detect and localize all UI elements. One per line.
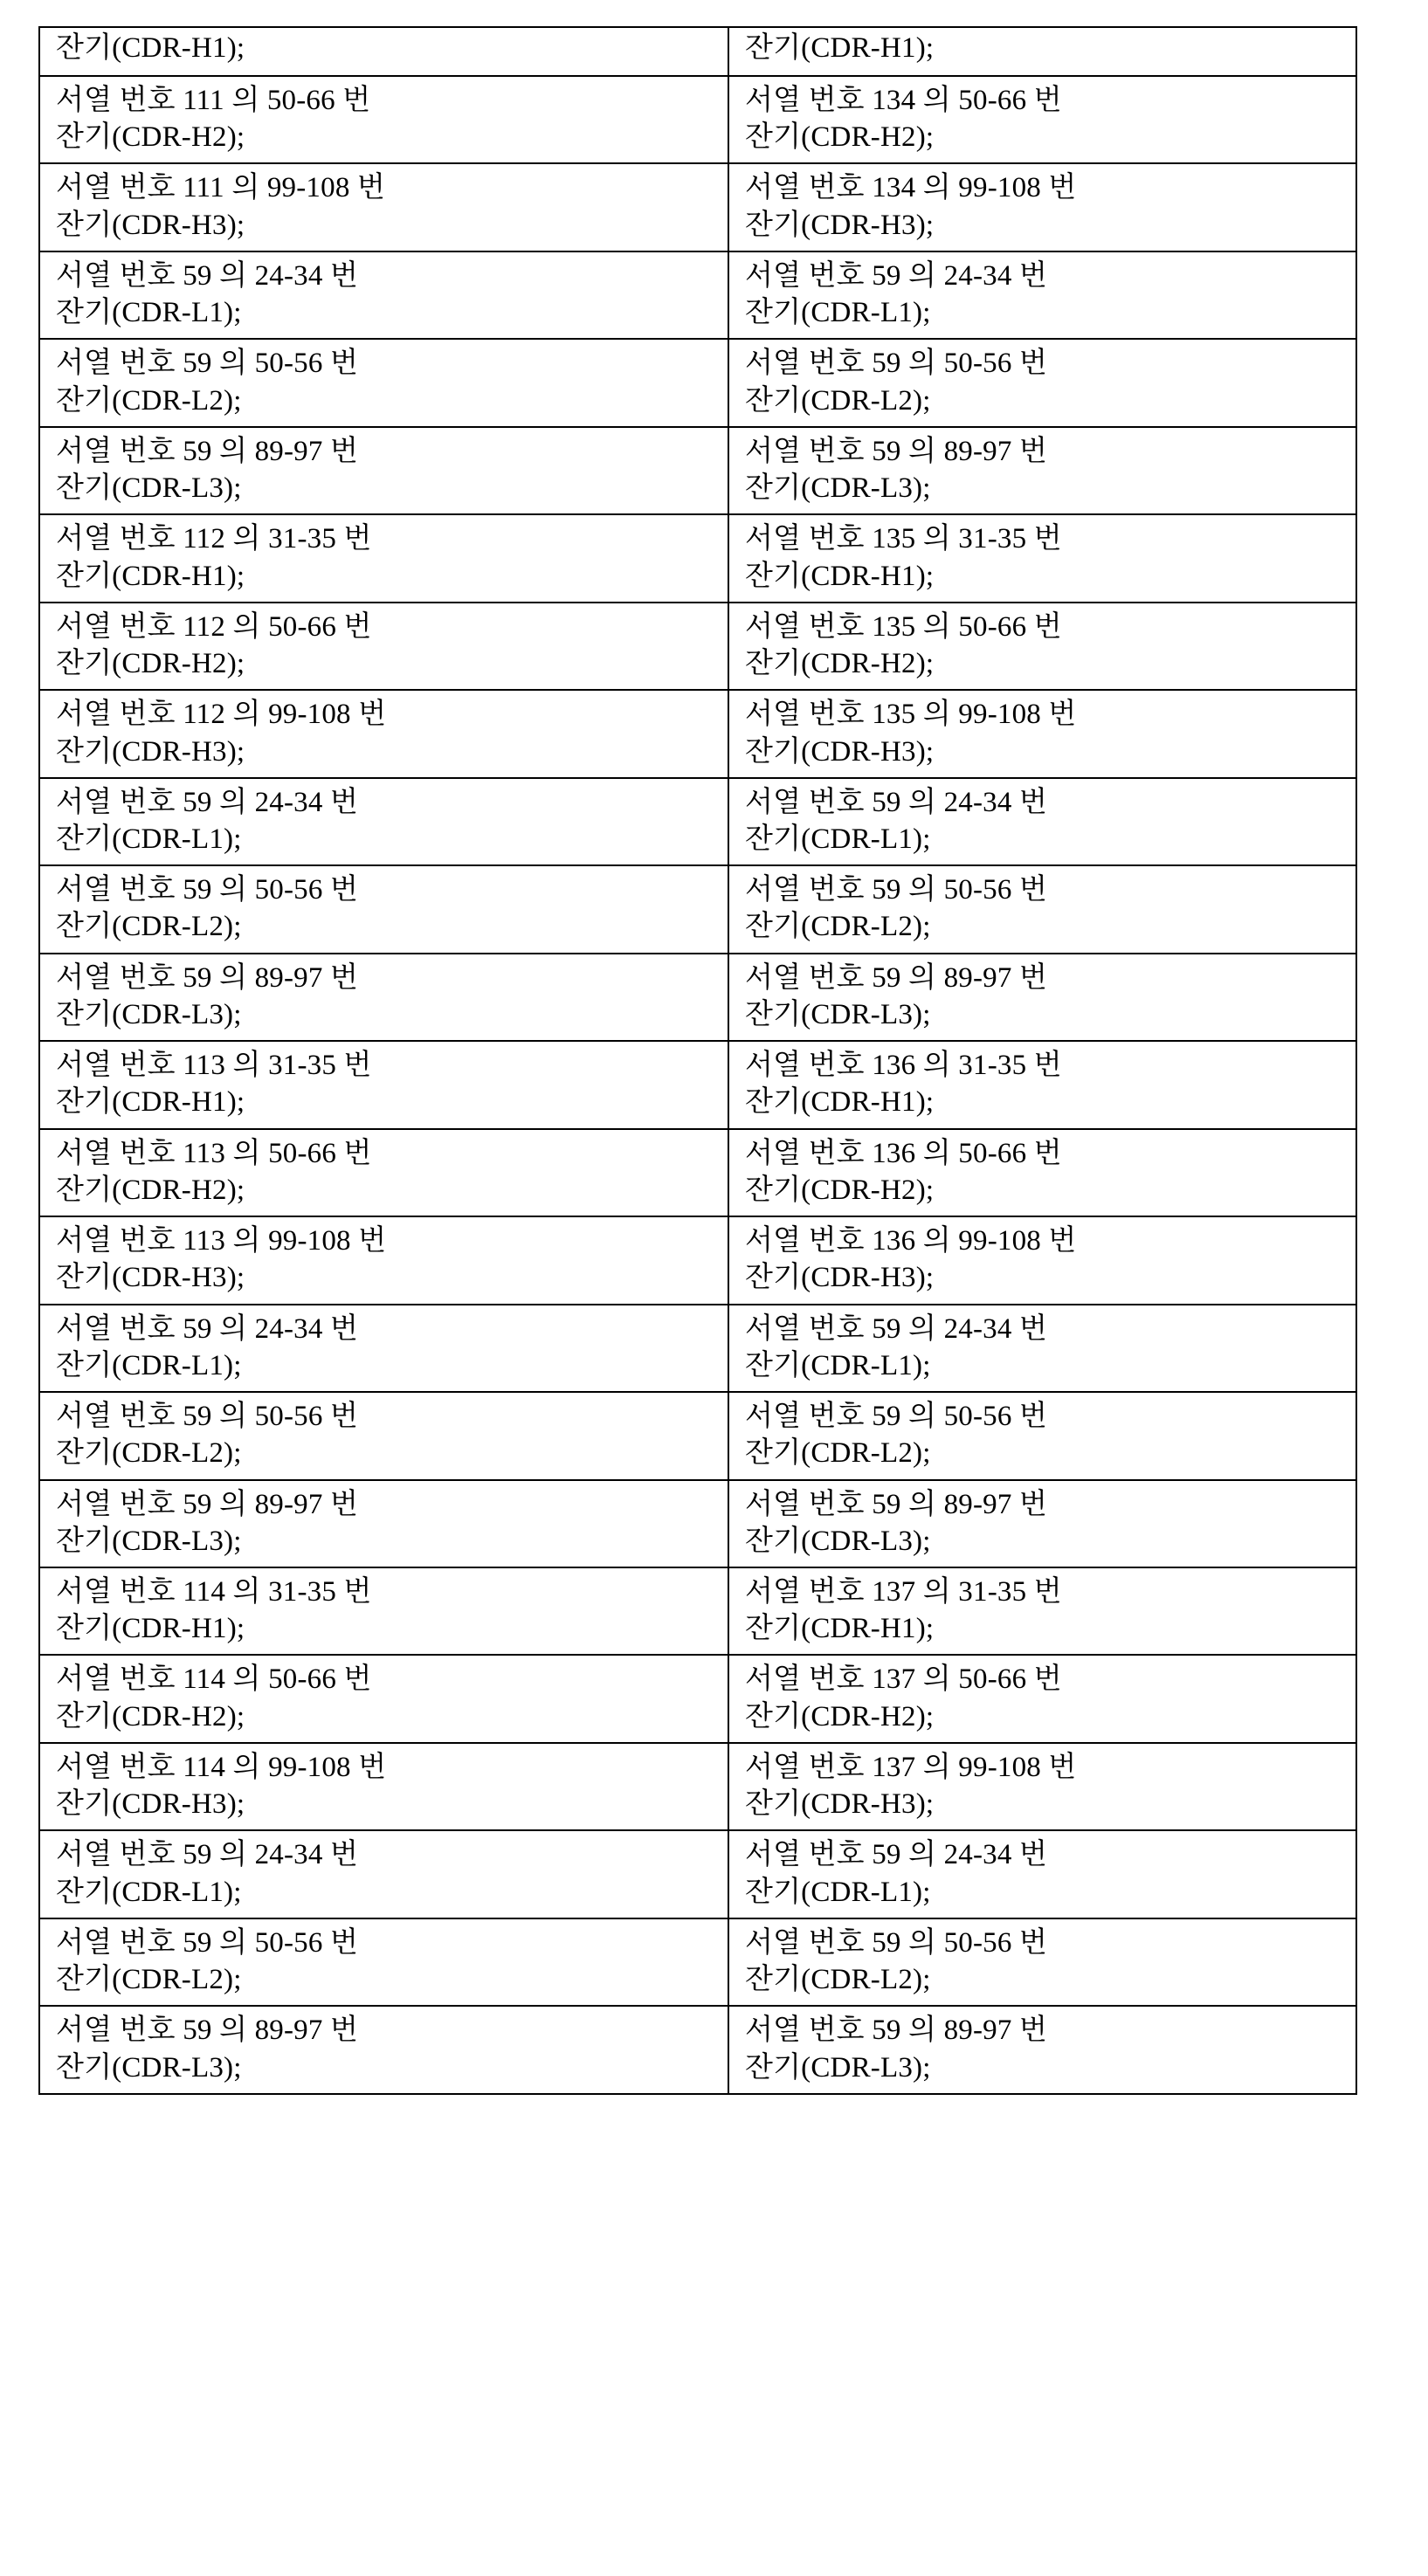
table-row: [39, 163, 1356, 251]
cell-text: 서열 번호 111 의 50-66 번 잔기(CDR-H2);: [56, 85, 371, 154]
cell-text: 서열 번호 111 의 99-108 번 잔기(CDR-H3);: [56, 172, 386, 241]
table-cell-right: [728, 251, 1356, 339]
cell-text: 서열 번호 59 의 89-97 번 잔기(CDR-L3);: [745, 961, 1048, 1030]
table-cell-left: [39, 1216, 728, 1304]
table-cell-right: [728, 339, 1356, 426]
table-cell-left: [39, 251, 728, 339]
cell-text: 서열 번호 59 의 89-97 번 잔기(CDR-L3);: [56, 2015, 359, 2084]
table-cell-right: [728, 778, 1356, 865]
table-row: [39, 1567, 1356, 1655]
cell-text: 서열 번호 114 의 99-108 번 잔기(CDR-H3);: [56, 1751, 387, 1821]
table-cell-right: [728, 1567, 1356, 1655]
cell-text: 서열 번호 59 의 89-97 번 잔기(CDR-L3);: [56, 1488, 359, 1557]
cell-text: 서열 번호 134 의 99-108 번 잔기(CDR-H3);: [745, 172, 1077, 241]
cell-text: 서열 번호 59 의 24-34 번 잔기(CDR-L1);: [745, 1839, 1048, 1908]
table-row: [39, 251, 1356, 339]
cell-text: 서열 번호 59 의 50-56 번 잔기(CDR-L2);: [745, 874, 1048, 943]
table-cell-right: [728, 1655, 1356, 1742]
cell-text: 서열 번호 59 의 24-34 번 잔기(CDR-L1);: [56, 259, 359, 329]
cell-text: 서열 번호 59 의 89-97 번 잔기(CDR-L3);: [56, 961, 359, 1030]
cell-text: 서열 번호 135 의 50-66 번 잔기(CDR-H2);: [745, 610, 1062, 680]
table-row: [39, 603, 1356, 690]
table-cell-left: [39, 514, 728, 602]
cell-text: 서열 번호 135 의 99-108 번 잔기(CDR-H3);: [745, 699, 1077, 768]
cell-text: 서열 번호 137 의 31-35 번 잔기(CDR-H1);: [745, 1575, 1062, 1645]
table-row: [39, 27, 1356, 76]
cell-text: 서열 번호 137 의 50-66 번 잔기(CDR-H2);: [745, 1663, 1062, 1732]
table-cell-right: [728, 163, 1356, 251]
table-cell-right: [728, 1480, 1356, 1567]
table-cell-right: [728, 1743, 1356, 1830]
table-row: [39, 1392, 1356, 1479]
table-cell-right: [728, 954, 1356, 1041]
cell-text: 서열 번호 59 의 50-56 번 잔기(CDR-L2);: [56, 1926, 359, 1996]
table-cell-left: [39, 1041, 728, 1128]
table-cell-right: [728, 603, 1356, 690]
cell-text: 서열 번호 136 의 31-35 번 잔기(CDR-H1);: [745, 1050, 1062, 1119]
table-row: [39, 690, 1356, 777]
table-cell-left: [39, 1480, 728, 1567]
table-cell-right: [728, 1918, 1356, 2006]
table-row: [39, 1480, 1356, 1567]
table-cell-left: [39, 954, 728, 1041]
sequence-table: [38, 26, 1357, 2095]
table-cell-right: [728, 1216, 1356, 1304]
table-cell-left: [39, 2006, 728, 2093]
table-cell-right: [728, 76, 1356, 163]
cell-text: 서열 번호 59 의 89-97 번 잔기(CDR-L3);: [745, 435, 1048, 505]
cell-text: 서열 번호 59 의 50-56 번 잔기(CDR-L2);: [56, 874, 359, 943]
table-cell-left: [39, 1392, 728, 1479]
table-cell-right: [728, 1392, 1356, 1479]
table-row: [39, 427, 1356, 514]
table-cell-left: [39, 1655, 728, 1742]
table-cell-right: [728, 1129, 1356, 1216]
table-row: [39, 339, 1356, 426]
table-row: [39, 2006, 1356, 2093]
cell-text: 서열 번호 59 의 24-34 번 잔기(CDR-L1);: [745, 259, 1048, 329]
table-row: [39, 1655, 1356, 1742]
cell-text: 서열 번호 59 의 24-34 번 잔기(CDR-L1);: [745, 1312, 1048, 1381]
table-row: [39, 865, 1356, 953]
cell-text: 서열 번호 59 의 24-34 번 잔기(CDR-L1);: [56, 1839, 359, 1908]
cell-text: 서열 번호 59 의 50-56 번 잔기(CDR-L2);: [745, 1401, 1048, 1470]
table-cell-right: [728, 1305, 1356, 1392]
table-row: [39, 1305, 1356, 1392]
table-cell-right: [728, 2006, 1356, 2093]
table-cell-left: [39, 865, 728, 953]
table-cell-left: [39, 1918, 728, 2006]
table-cell-left: [39, 27, 728, 76]
table-cell-left: [39, 690, 728, 777]
cell-text: 서열 번호 59 의 50-56 번 잔기(CDR-L2);: [745, 348, 1048, 417]
table-row: [39, 1743, 1356, 1830]
table-row: [39, 1129, 1356, 1216]
table-cell-left: [39, 1830, 728, 1918]
cell-text: 서열 번호 113 의 99-108 번 잔기(CDR-H3);: [56, 1225, 387, 1294]
table-row: [39, 954, 1356, 1041]
table-row: [39, 778, 1356, 865]
cell-text: 잔기(CDR-H1);: [745, 32, 935, 64]
table-cell-left: [39, 603, 728, 690]
table-cell-right: [728, 865, 1356, 953]
cell-text: 서열 번호 59 의 89-97 번 잔기(CDR-L3);: [745, 1488, 1048, 1557]
sequence-table-container: [38, 26, 1356, 2095]
table-cell-right: [728, 1041, 1356, 1128]
table-cell-right: [728, 1830, 1356, 1918]
table-row: [39, 1918, 1356, 2006]
cell-text: 서열 번호 136 의 99-108 번 잔기(CDR-H3);: [745, 1225, 1077, 1294]
cell-text: 서열 번호 136 의 50-66 번 잔기(CDR-H2);: [745, 1137, 1062, 1206]
table-cell-left: [39, 76, 728, 163]
table-row: [39, 514, 1356, 602]
table-row: [39, 1041, 1356, 1128]
table-cell-left: [39, 1743, 728, 1830]
table-cell-left: [39, 1305, 728, 1392]
table-cell-left: [39, 1567, 728, 1655]
cell-text: 서열 번호 112 의 99-108 번 잔기(CDR-H3);: [56, 699, 387, 768]
cell-text: 서열 번호 59 의 50-56 번 잔기(CDR-L2);: [745, 1926, 1048, 1996]
table-row: [39, 1830, 1356, 1918]
table-cell-left: [39, 163, 728, 251]
cell-text: 서열 번호 135 의 31-35 번 잔기(CDR-H1);: [745, 523, 1062, 592]
table-cell-left: [39, 1129, 728, 1216]
cell-text: 서열 번호 114 의 31-35 번 잔기(CDR-H1);: [56, 1575, 372, 1645]
cell-text: 서열 번호 59 의 89-97 번 잔기(CDR-L3);: [56, 435, 359, 505]
table-row: [39, 76, 1356, 163]
table-cell-right: [728, 690, 1356, 777]
cell-text: 서열 번호 59 의 89-97 번 잔기(CDR-L3);: [745, 2015, 1048, 2084]
table-cell-left: [39, 427, 728, 514]
cell-text: 서열 번호 137 의 99-108 번 잔기(CDR-H3);: [745, 1751, 1077, 1821]
cell-text: 서열 번호 59 의 24-34 번 잔기(CDR-L1);: [56, 786, 359, 855]
cell-text: 서열 번호 112 의 50-66 번 잔기(CDR-H2);: [56, 610, 372, 680]
cell-text: 서열 번호 114 의 50-66 번 잔기(CDR-H2);: [56, 1663, 372, 1732]
cell-text: 서열 번호 112 의 31-35 번 잔기(CDR-H1);: [56, 523, 372, 592]
cell-text: 서열 번호 59 의 50-56 번 잔기(CDR-L2);: [56, 1401, 359, 1470]
cell-text: 서열 번호 134 의 50-66 번 잔기(CDR-H2);: [745, 85, 1062, 154]
cell-text: 서열 번호 59 의 50-56 번 잔기(CDR-L2);: [56, 348, 359, 417]
cell-text: 서열 번호 113 의 31-35 번 잔기(CDR-H1);: [56, 1050, 372, 1119]
table-cell-left: [39, 778, 728, 865]
table-cell-left: [39, 339, 728, 426]
cell-text: 잔기(CDR-H1);: [56, 32, 245, 64]
table-row: [39, 1216, 1356, 1304]
sequence-table-body: [39, 27, 1356, 2094]
table-cell-right: [728, 427, 1356, 514]
cell-text: 서열 번호 59 의 24-34 번 잔기(CDR-L1);: [56, 1312, 359, 1381]
table-cell-right: [728, 514, 1356, 602]
cell-text: 서열 번호 59 의 24-34 번 잔기(CDR-L1);: [745, 786, 1048, 855]
table-cell-right: [728, 27, 1356, 76]
cell-text: 서열 번호 113 의 50-66 번 잔기(CDR-H2);: [56, 1137, 372, 1206]
